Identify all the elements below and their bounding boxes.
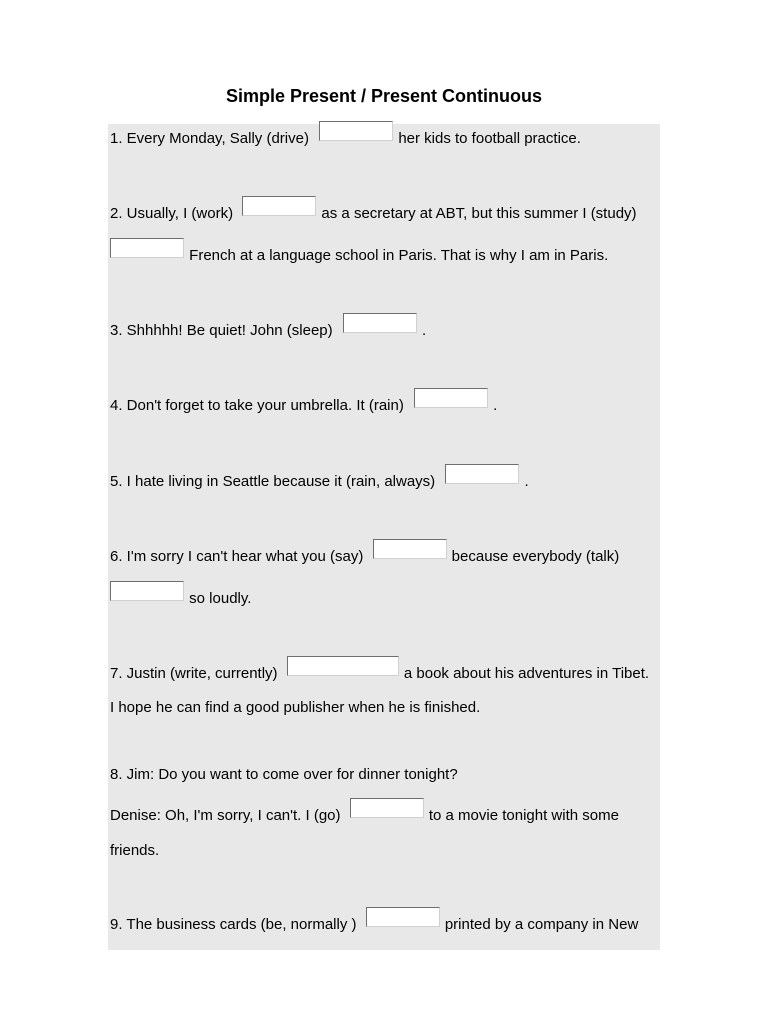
question-7-line-2 xyxy=(110,693,480,723)
question-8-line-2 xyxy=(110,801,619,831)
answer-blank-1[interactable] xyxy=(319,121,393,141)
question-8-continuation: to a movie tonight with some xyxy=(428,807,619,824)
question-4-ending: . xyxy=(493,397,498,414)
answer-blank-6a[interactable] xyxy=(373,539,447,559)
question-4 xyxy=(110,391,497,421)
question-9-continuation: printed by a company in New xyxy=(444,916,639,933)
question-4-prompt: 4. Don't forget to take your umbrella. It (rain) xyxy=(110,397,404,414)
question-1 xyxy=(110,124,581,154)
answer-blank-2a[interactable] xyxy=(242,196,316,216)
question-8 xyxy=(110,760,458,790)
answer-blank-4[interactable] xyxy=(414,388,488,408)
question-7-prompt: 7. Justin (write, currently) xyxy=(110,665,278,682)
question-2-ending: French at a language school in Paris. That is why I am in Paris. xyxy=(189,247,609,264)
question-2 xyxy=(110,199,637,229)
question-7 xyxy=(110,659,649,689)
answer-blank-2b[interactable] xyxy=(110,238,184,258)
answer-blank-7[interactable] xyxy=(287,656,399,676)
question-7-ending: I hope he can find a good publisher when he is finished. xyxy=(110,699,481,716)
question-5 xyxy=(110,467,529,497)
question-2-line-2 xyxy=(110,241,608,271)
question-3-ending: . xyxy=(422,322,427,339)
question-6 xyxy=(110,542,619,572)
question-8-prompt: 8. Jim: Do you want to come over for dinner tonight? xyxy=(110,766,458,783)
question-8-response: Denise: Oh, I'm sorry, I can't. I (go) xyxy=(110,807,341,824)
answer-blank-9[interactable] xyxy=(366,907,440,927)
question-3 xyxy=(110,316,426,346)
question-9-prompt: 9. The business cards (be, normally ) xyxy=(110,916,357,933)
worksheet-title: Simple Present / Present Continuous xyxy=(225,86,543,106)
answer-blank-6b[interactable] xyxy=(110,581,184,601)
question-8-ending: friends. xyxy=(110,842,160,859)
question-9 xyxy=(110,910,638,940)
question-2-prompt: 2. Usually, I (work) xyxy=(110,205,234,222)
answer-blank-5[interactable] xyxy=(445,464,519,484)
question-6-continuation: because everybody (talk) xyxy=(451,548,620,565)
question-1-prompt: 1. Every Monday, Sally (drive) xyxy=(110,130,309,147)
question-6-prompt: 6. I'm sorry I can't hear what you (say) xyxy=(110,548,364,565)
question-5-prompt: 5. I hate living in Seattle because it (rain, always) xyxy=(110,473,436,490)
question-1-continuation: her kids to football practice. xyxy=(398,130,581,147)
question-2-continuation: as a secretary at ABT, but this summer I (study) xyxy=(321,205,637,222)
answer-blank-8[interactable] xyxy=(350,798,424,818)
question-6-line-2 xyxy=(110,584,251,614)
question-8-line-3 xyxy=(110,836,159,866)
question-7-continuation: a book about his adventures in Tibet. xyxy=(403,665,650,682)
answer-blank-3[interactable] xyxy=(343,313,417,333)
question-5-ending: . xyxy=(524,473,529,490)
question-3-prompt: 3. Shhhhh! Be quiet! John (sleep) xyxy=(110,322,333,339)
question-6-ending: so loudly. xyxy=(189,590,252,607)
